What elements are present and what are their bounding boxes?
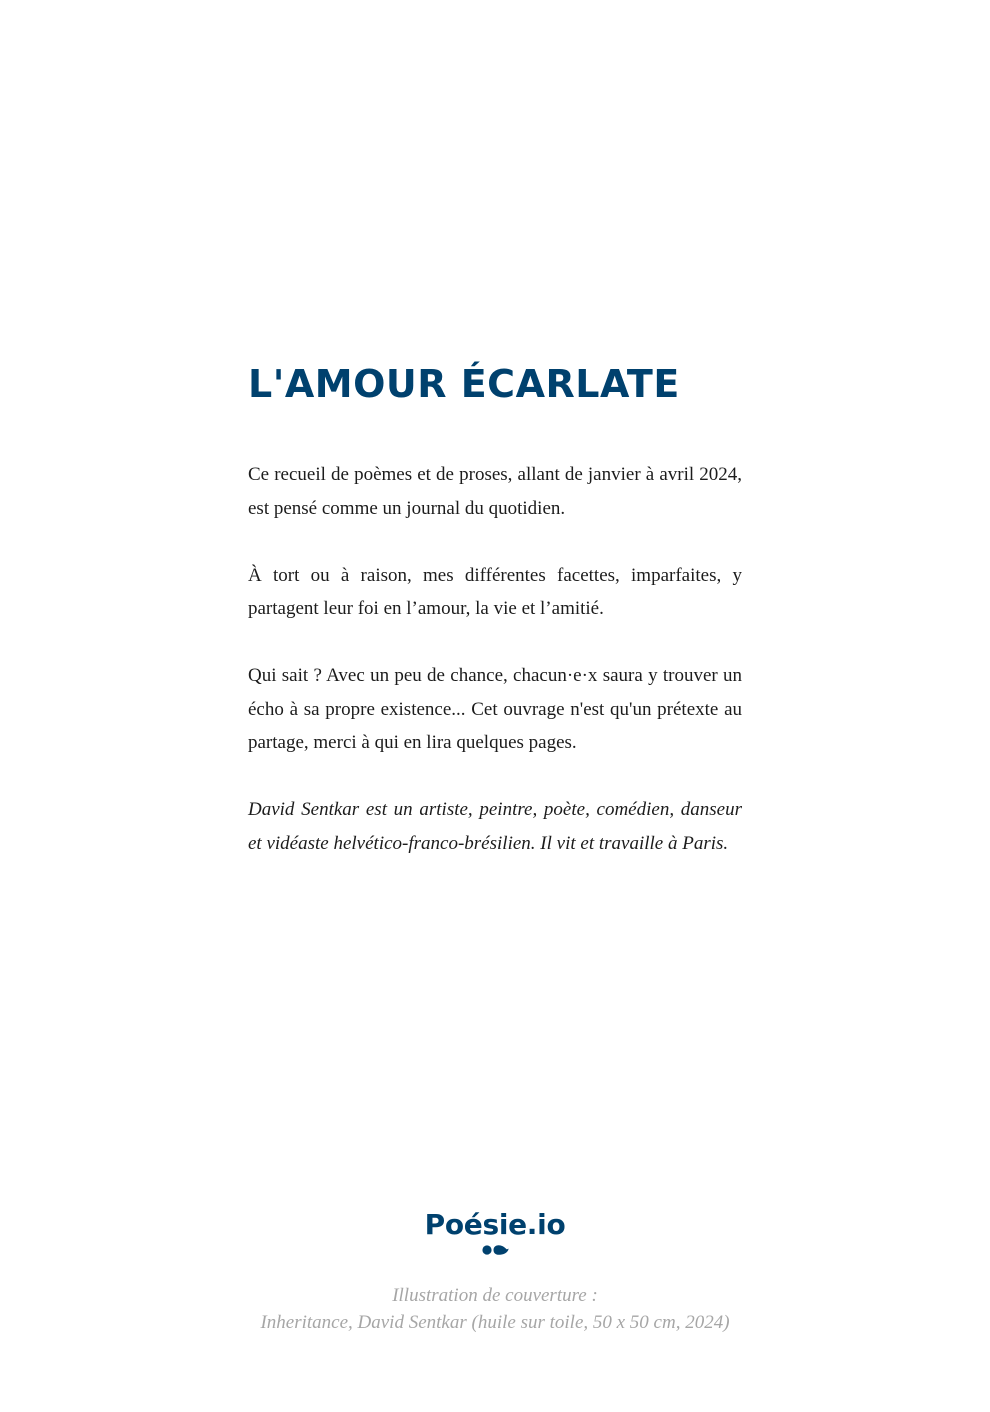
- back-cover-blurb: [248, 458, 742, 894]
- double-dot-quote-icon: [480, 1244, 510, 1256]
- blurb-paragraph-2: À tort ou à raison, mes différentes facettes, imparfaites, y partagent leur foi en l’amour, la vie et l’amitié.: [248, 564, 742, 619]
- credits-line-1: Illustration de couverture :: [392, 1285, 598, 1306]
- publisher-logo: [0, 1208, 990, 1256]
- blurb-paragraph-1: Ce recueil de poèmes et de proses, allant de janvier à avril 2024, est pensé comme un journal du quotidien.: [248, 464, 742, 519]
- credits-line-2: Inheritance, David Sentkar (huile sur toile, 50 x 50 cm, 2024): [260, 1312, 730, 1333]
- publisher-name: Poésie.io: [424, 1208, 566, 1241]
- author-bio: David Sentkar est un artiste, peintre, poète, comédien, danseur et vidéaste helvético-franco-brésilien. Il vit et travaille à Paris.: [248, 799, 742, 854]
- book-title: L'AMOUR ÉCARLATE: [248, 362, 680, 406]
- blurb-paragraph-3: Qui sait ? Avec un peu de chance, chacun·e·x saura y trouver un écho à sa propre existence... Cet ouvrage n'est qu'un prétexte au partage, merci à qui en lira quelques pages.: [248, 665, 742, 753]
- cover-illustration-credits: [0, 1282, 990, 1336]
